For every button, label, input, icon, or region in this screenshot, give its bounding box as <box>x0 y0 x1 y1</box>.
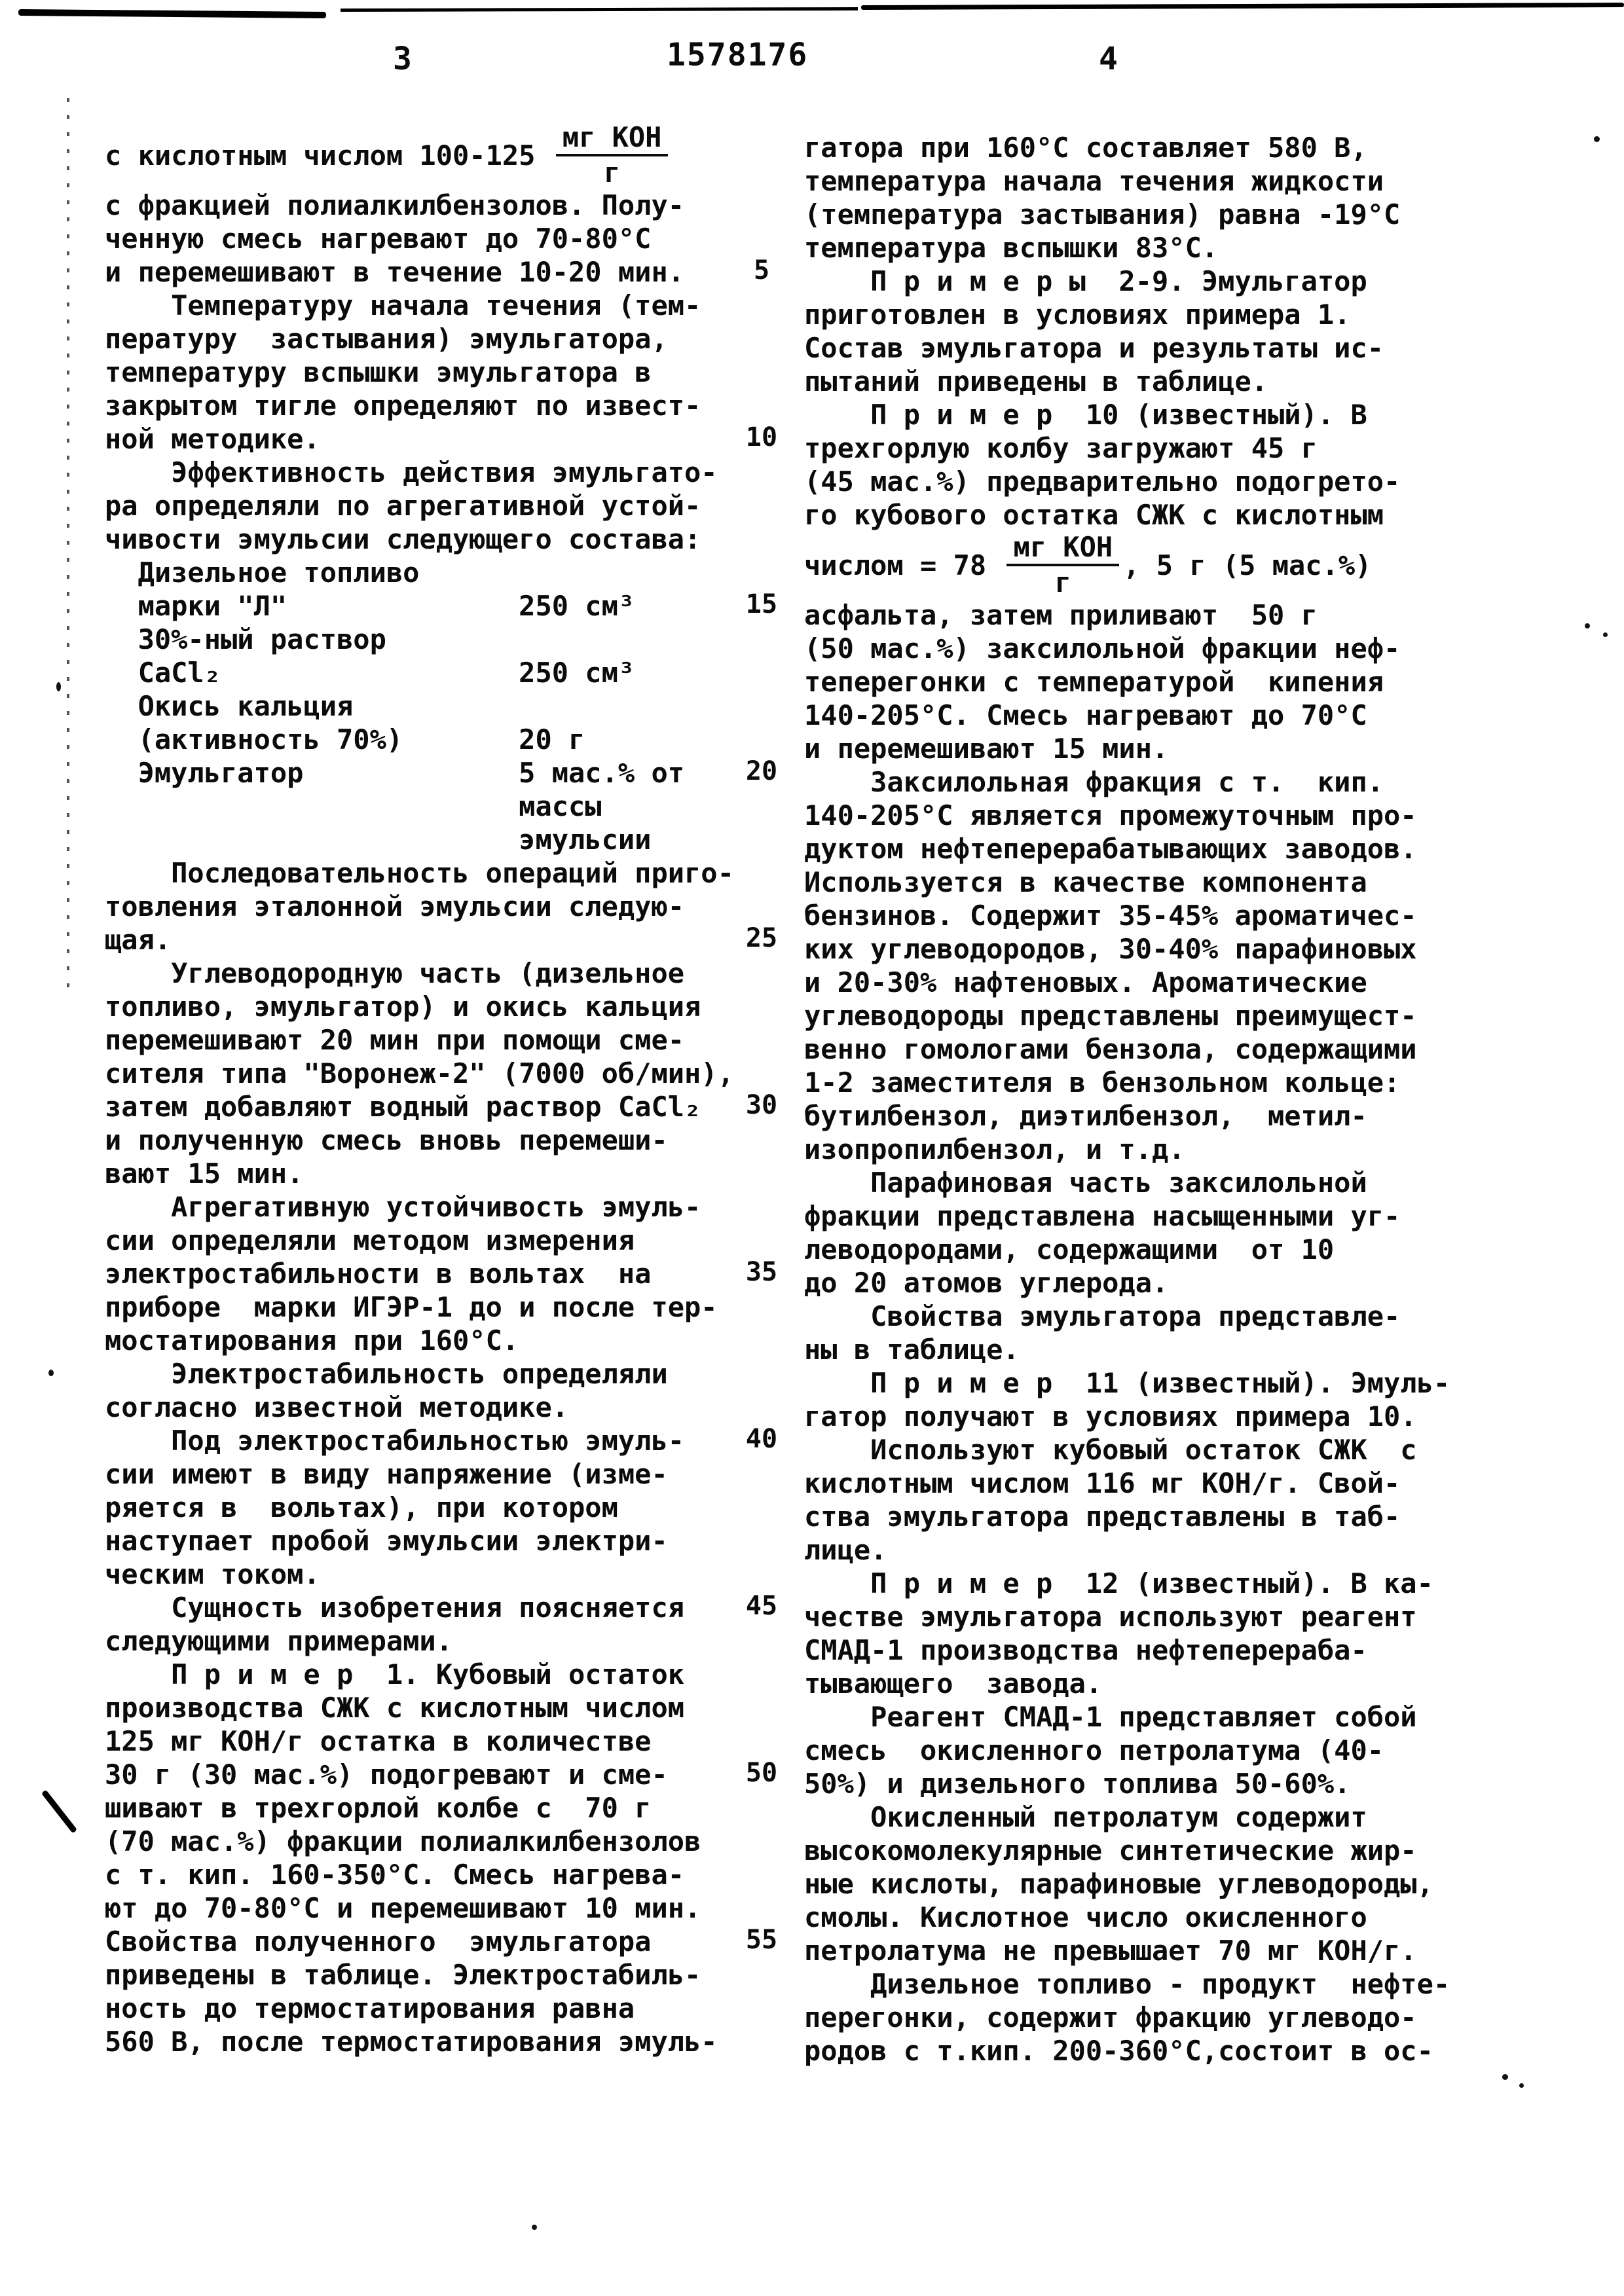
right-column-text <box>804 131 1498 2068</box>
text-line: (температура застывания) равна -19°С <box>804 198 1401 230</box>
text-line: родов с т.кип. 200-360°С,состоит в ос- <box>804 2035 1433 2067</box>
fraction-pre-text: числом = 78 <box>804 549 1003 581</box>
text-line: фракции представлена насыщенными уг- <box>804 1200 1401 1232</box>
text-line: бутилбензол, диэтилбензол, метил- <box>804 1100 1367 1132</box>
text-line: смесь окисленного петролатума (40- <box>804 1734 1384 1766</box>
text-line: Температуру начала течения (тем- <box>105 289 701 321</box>
line-number: 55 <box>745 1925 778 1955</box>
text-line: Электростабильность определяли <box>105 1358 668 1390</box>
text-line: (45 мас.%) предварительно подогрето- <box>804 465 1401 498</box>
text-line: высокомолекулярные синтетические жир- <box>804 1834 1417 1867</box>
text-line: и полученную смесь вновь перемеши- <box>105 1124 668 1156</box>
text-line: ряется в вольтах), при котором <box>105 1491 618 1523</box>
text-line: приборе марки ИГЭР-1 до и после тер- <box>105 1291 718 1323</box>
text-line: Используют кубовый остаток СЖК с <box>804 1434 1417 1466</box>
text-line: П р и м е р 1. Кубовый остаток <box>105 1658 685 1690</box>
text-line: массы <box>105 790 602 822</box>
line-number: 35 <box>745 1257 778 1287</box>
text-line: дуктом нефтеперерабатывающих заводов. <box>804 833 1417 865</box>
text-line: ческим током. <box>105 1558 320 1590</box>
text-line: товления эталонной эмульсии следую- <box>105 890 685 922</box>
text-line: приведены в таблице. Электростабиль- <box>105 1959 701 1991</box>
line-number: 45 <box>745 1591 778 1621</box>
text-line: Углеводородную часть (дизельное <box>105 957 685 989</box>
text-line: с т. кип. 160-350°С. Смесь нагрева- <box>105 1859 685 1891</box>
text-line: Свойства эмульгатора представле- <box>804 1300 1401 1332</box>
text-line: углеводороды представлены преимущест- <box>804 1000 1417 1032</box>
text-line: сителя типа "Воронеж-2" (7000 об/мин), <box>105 1057 734 1089</box>
text-line: П р и м е р ы 2-9. Эмульгатор <box>804 265 1367 297</box>
scan-artifact <box>56 682 61 691</box>
text-line: 1-2 заместителя в бензольном кольце: <box>804 1066 1401 1099</box>
text-line: ют до 70-80°С и перемешивают 10 мин. <box>105 1892 701 1924</box>
text-line: пытаний приведены в таблице. <box>804 365 1268 397</box>
text-line: тывающего завода. <box>804 1667 1103 1700</box>
text-line: температуру вспышки эмульгатора в <box>105 356 652 388</box>
text-line: леводородами, содержащими от 10 <box>804 1233 1335 1266</box>
line-number: 10 <box>745 422 778 452</box>
text-line: затем добавляют водный раствор CaCl₂ <box>105 1091 701 1123</box>
page-number-right: 4 <box>1099 41 1119 77</box>
text-line: 140-205°С является промежуточным про- <box>804 799 1417 831</box>
scan-artifact <box>1502 2074 1508 2080</box>
text-line: ны в таблице. <box>804 1334 1020 1366</box>
text-line: го кубового остатка СЖК с кислотным <box>804 499 1384 531</box>
text-line: топливо, эмульгатор) и окись кальция <box>105 991 701 1023</box>
text-line: гатора при 160°С составляет 580 В, <box>804 132 1367 164</box>
text-line: ные кислоты, парафиновые углеводороды, <box>804 1868 1433 1900</box>
text-line: (70 мас.%) фракции полиалкилбензолов <box>105 1825 701 1857</box>
text-line: 140-205°С. Смесь нагревают до 70°С <box>804 699 1367 731</box>
text-line: температура вспышки 83°С. <box>804 232 1219 264</box>
text-line: ра определяли по агрегативной устой- <box>105 490 701 522</box>
page-number-left: 3 <box>393 41 413 77</box>
scan-artifact <box>1519 2083 1524 2088</box>
text-line: П р и м е р 12 (известный). В ка- <box>804 1567 1433 1599</box>
text-line: честве эмульгатора используют реагент <box>804 1601 1417 1633</box>
scan-artifact <box>1603 632 1608 637</box>
text-line: Окисленный петролатум содержит <box>804 1801 1367 1833</box>
text-line: ность до термостатирования равна <box>105 1992 635 2024</box>
text-line: лице. <box>804 1534 887 1566</box>
line-number: 30 <box>745 1090 778 1120</box>
line-number: 40 <box>745 1424 778 1454</box>
stacked-fraction <box>1006 532 1119 598</box>
text-line: 560 В, после термостатирования эмуль- <box>105 2026 718 2058</box>
text-line: температура начала течения жидкости <box>804 165 1384 197</box>
text-line <box>105 122 737 189</box>
text-line: чивости эмульсии следующего состава: <box>105 523 701 555</box>
text-line: 30%-ный раствор <box>105 623 386 655</box>
text-line: Агрегативную устойчивость эмуль- <box>105 1191 701 1223</box>
fraction-numerator: мг КОН <box>1006 532 1119 566</box>
fraction-numerator: мг КОН <box>556 122 669 156</box>
fraction-pre-text: с кислотным числом 100-125 <box>105 139 552 172</box>
text-line: бензинов. Содержит 35-45% ароматичес- <box>804 900 1417 932</box>
text-line: шивают в трехгорлой колбе с 70 г <box>105 1792 652 1824</box>
line-number: 50 <box>745 1758 778 1788</box>
text-line: трехгорлую колбу загружают 45 г <box>804 432 1318 464</box>
scan-artifact <box>41 1789 77 1833</box>
scan-artifact <box>1594 136 1600 142</box>
fraction-denominator: г <box>1054 566 1071 598</box>
text-line: (активность 70%) 20 г <box>105 723 585 756</box>
text-line: Окись кальция <box>105 690 354 722</box>
document-number: 1578176 <box>667 37 809 73</box>
text-line: Заксилольная фракция с т. кип. <box>804 766 1384 798</box>
fraction-denominator: г <box>603 156 621 189</box>
text-line: П р и м е р 11 (известный). Эмуль- <box>804 1367 1450 1399</box>
text-line: сии имеют в виду напряжение (изме- <box>105 1458 668 1490</box>
text-line: изопропилбензол, и т.д. <box>804 1133 1185 1165</box>
scan-artifact <box>18 9 326 18</box>
text-line: Под электростабильностью эмуль- <box>105 1425 685 1457</box>
text-line: эмульсии <box>105 824 652 856</box>
text-line: CaCl₂ 250 см³ <box>105 657 635 689</box>
text-line: гатор получают в условиях примера 10. <box>804 1400 1417 1432</box>
text-line: сии определяли методом измерения <box>105 1224 635 1256</box>
text-line: 125 мг КОН/г остатка в количестве <box>105 1725 652 1757</box>
text-line: Используется в качестве компонента <box>804 866 1367 898</box>
line-number: 25 <box>745 923 778 953</box>
text-line: Дизельное топливо <box>105 556 420 589</box>
text-line: Последовательность операций приго- <box>105 857 734 889</box>
text-line: приготовлен в условиях примера 1. <box>804 299 1351 331</box>
text-line: Дизельное топливо - продукт нефте- <box>804 1968 1450 2000</box>
text-line: ной методике. <box>105 423 320 455</box>
text-line: петролатума не превышает 70 мг КОН/г. <box>804 1935 1417 1967</box>
text-line: перемешивают 20 мин при помощи сме- <box>105 1024 685 1056</box>
text-line: электростабильности в вольтах на <box>105 1258 652 1290</box>
text-line: (50 мас.%) заксилольной фракции неф- <box>804 632 1401 665</box>
text-line: перегонки, содержит фракцию углеводо- <box>804 2001 1417 2033</box>
line-number: 15 <box>745 589 778 619</box>
text-line: ких углеводородов, 30-40% парафиновых <box>804 933 1417 965</box>
text-line: Парафиновая часть заксилольной <box>804 1167 1367 1199</box>
text-line: закрытом тигле определяют по извест- <box>105 390 701 422</box>
text-line: до 20 атомов углерода. <box>804 1267 1169 1299</box>
left-column-text <box>105 122 737 2058</box>
scan-artifact <box>341 7 858 12</box>
text-line: Эмульгатор 5 мас.% от <box>105 757 685 789</box>
text-line: и перемешивают в течение 10-20 мин. <box>105 256 685 288</box>
text-line: марки "Л" 250 см³ <box>105 590 635 622</box>
line-number: 5 <box>753 255 770 285</box>
text-line: согласно известной методике. <box>105 1391 569 1423</box>
text-line <box>804 532 1498 598</box>
scan-artifact <box>1585 623 1590 629</box>
text-line: Реагент СМАД-1 представляет собой <box>804 1701 1417 1733</box>
text-line: наступает пробой эмульсии электри- <box>105 1525 668 1557</box>
text-line: следующими примерами. <box>105 1625 453 1657</box>
text-line: асфальта, затем приливают 50 г <box>804 599 1318 631</box>
text-line: Свойства полученного эмульгатора <box>105 1925 652 1958</box>
text-line: СМАД-1 производства нефтеперераба- <box>804 1634 1367 1666</box>
text-line: 30 г (30 мас.%) подогревают и сме- <box>105 1758 668 1791</box>
text-line: ченную смесь нагревают до 70-80°С <box>105 223 652 255</box>
scan-artifact <box>861 3 1624 10</box>
text-line: смолы. Кислотное число окисленного <box>804 1901 1367 1933</box>
text-line: Состав эмульгатора и результаты ис- <box>804 332 1384 364</box>
text-line: производства СЖК с кислотным числом <box>105 1692 685 1724</box>
text-line: и 20-30% нафтеновых. Ароматические <box>804 966 1367 998</box>
text-line: теперегонки с температурой кипения <box>804 666 1384 698</box>
line-number: 20 <box>745 756 778 786</box>
scan-artifact <box>48 1370 54 1376</box>
text-line: и перемешивают 15 мин. <box>804 733 1169 765</box>
text-line: венно гомологами бензола, содержащими <box>804 1033 1417 1065</box>
scan-artifact <box>532 2225 537 2230</box>
text-line: вают 15 мин. <box>105 1157 304 1190</box>
text-line: ства эмульгатора представлены в таб- <box>804 1501 1401 1533</box>
fraction-post-text: , 5 г (5 мас.%) <box>1123 549 1372 581</box>
text-line: мостатирования при 160°С. <box>105 1324 519 1357</box>
text-line: с фракцией полиалкилбензолов. Полу- <box>105 189 685 221</box>
scan-artifact <box>67 98 69 989</box>
text-line: П р и м е р 10 (известный). В <box>804 399 1367 431</box>
text-line: кислотным числом 116 мг КОН/г. Свой- <box>804 1467 1401 1499</box>
text-line: пературу застывания) эмульгатора, <box>105 323 668 355</box>
text-line: щая. <box>105 924 172 956</box>
stacked-fraction <box>556 122 669 188</box>
text-line: 50%) и дизельного топлива 50-60%. <box>804 1768 1351 1800</box>
text-line: Сущность изобретения поясняется <box>105 1592 685 1624</box>
text-line: Эффективность действия эмульгато- <box>105 456 718 488</box>
